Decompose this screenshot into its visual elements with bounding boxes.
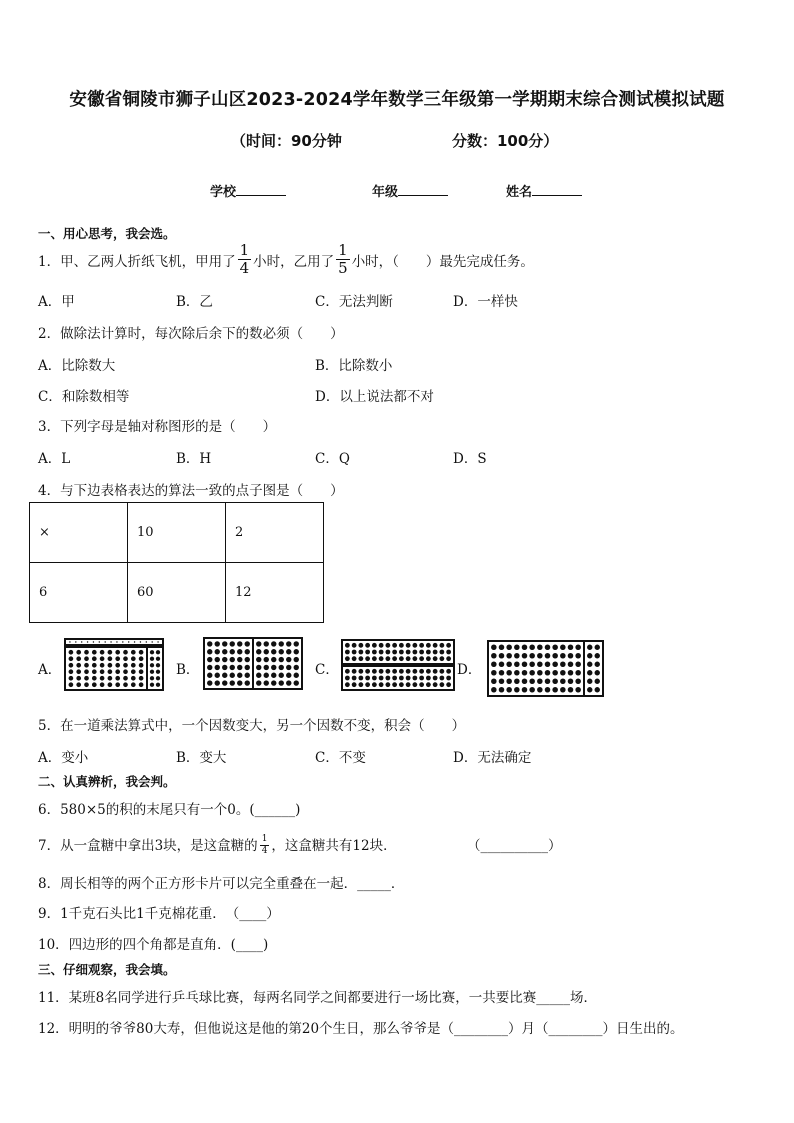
grade-blank[interactable]: [398, 195, 448, 196]
question-1: [38, 241, 534, 279]
q2-option-b[interactable]: B．比除数小: [315, 358, 393, 374]
q1-option-a[interactable]: A．甲: [38, 294, 75, 310]
table-row: [30, 563, 324, 623]
question-4: 4．与下边表格表达的算法一致的点子图是（ ）: [38, 483, 344, 499]
page-title: 安徽省铜陵市狮子山区2023-2024学年数学三年级第一学期期末综合测试模拟试题: [69, 90, 725, 110]
question-7-text-a: 7．从一盒糖中拿出3块，是这盒糖的: [38, 838, 258, 854]
dot-diagram-c[interactable]: [341, 639, 455, 693]
q4-option-b-label[interactable]: B．: [176, 662, 200, 678]
q1-option-d[interactable]: D．一样快: [453, 294, 518, 310]
dot-diagram-d[interactable]: [487, 640, 605, 698]
q5-option-d[interactable]: D．无法确定: [453, 750, 532, 766]
question-7-text-b: ，这盒糖共有12块．: [271, 838, 397, 854]
q3-option-a[interactable]: A．L: [38, 451, 71, 467]
q2-option-d[interactable]: D．以上说法都不对: [315, 389, 434, 405]
q1-option-c[interactable]: C．无法判断: [315, 294, 393, 310]
table-cell: ×: [30, 503, 128, 563]
q3-option-b[interactable]: B．H: [176, 451, 212, 467]
dot-diagram-b[interactable]: [203, 637, 303, 691]
grade-label: 年级: [372, 185, 399, 200]
q4-option-c-label[interactable]: C．: [315, 662, 339, 678]
time-label: （时间：90分钟: [231, 132, 342, 150]
q4-option-d-label[interactable]: D．: [457, 662, 482, 678]
q4-option-a-label[interactable]: A．: [38, 662, 62, 678]
fraction-quarter-small: $\frac{1}{4}$: [261, 834, 268, 856]
q5-option-b[interactable]: B．变大: [176, 750, 227, 766]
table-row: [30, 503, 324, 563]
table-cell: 6: [30, 563, 128, 623]
question-1-text-c: 小时，（ ）最先完成任务。: [351, 254, 534, 270]
school-field: [210, 181, 286, 200]
name-blank[interactable]: [532, 195, 582, 196]
name-field: [506, 181, 582, 200]
question-7-answer-blank[interactable]: （__________）: [467, 838, 562, 854]
q3-option-c[interactable]: C．Q: [315, 451, 350, 467]
question-2: 2．做除法计算时，每次除后余下的数必须（ ）: [38, 326, 344, 342]
fraction-fifth: $\frac{1}{5}$: [338, 241, 348, 277]
table-cell: 2: [226, 503, 324, 563]
fraction-quarter: $\frac{1}{4}$: [239, 241, 250, 277]
q5-option-c[interactable]: C．不变: [315, 750, 366, 766]
score-label: 分数：100分）: [452, 132, 559, 150]
question-9: 9．1千克石头比1千克棉花重． （____）: [38, 906, 280, 922]
question-7: [38, 834, 397, 857]
question-11: 11．某班8名同学进行乒乓球比赛，每两名同学之间都要进行一场比赛，一共要比赛_____场．: [38, 990, 598, 1006]
section-heading-2: 二、认真辨析，我会判。: [38, 774, 176, 789]
table-cell: 60: [128, 563, 226, 623]
question-8: 8．周长相等的两个正方形卡片可以完全重叠在一起．_____．: [38, 876, 405, 892]
q2-option-c[interactable]: C．和除数相等: [38, 389, 130, 405]
section-heading-1: 一、用心思考，我会选。: [38, 226, 176, 241]
multiplication-table: [29, 502, 324, 623]
q2-option-a[interactable]: A．比除数大: [38, 358, 116, 374]
grade-field: [372, 181, 448, 200]
question-1-text-b: 小时，乙用了: [253, 254, 335, 270]
question-1-text-a: 1．甲、乙两人折纸飞机，甲用了: [38, 254, 236, 270]
q1-option-b[interactable]: B．乙: [176, 294, 213, 310]
question-3: 3．下列字母是轴对称图形的是（ ）: [38, 419, 277, 435]
section-heading-3: 三、仔细观察，我会填。: [38, 962, 176, 977]
question-10: 10．四边形的四个角都是直角．(____): [38, 937, 269, 953]
q5-option-a[interactable]: A．变小: [38, 750, 89, 766]
name-label: 姓名: [506, 185, 533, 200]
table-cell: 10: [128, 503, 226, 563]
question-5: 5．在一道乘法算式中，一个因数变大，另一个因数不变，积会（ ）: [38, 718, 466, 734]
dot-diagram-a[interactable]: [64, 638, 166, 692]
question-6: 6．580×5的积的末尾只有一个0。(______): [38, 802, 301, 818]
school-blank[interactable]: [236, 195, 286, 196]
question-12: 12．明明的爷爷80大寿，但他说这是他的第20个生日，那么爷爷是（________）月（________）日生出的。: [38, 1021, 684, 1037]
table-cell: 12: [226, 563, 324, 623]
q3-option-d[interactable]: D．S: [453, 451, 487, 467]
school-label: 学校: [210, 185, 237, 200]
